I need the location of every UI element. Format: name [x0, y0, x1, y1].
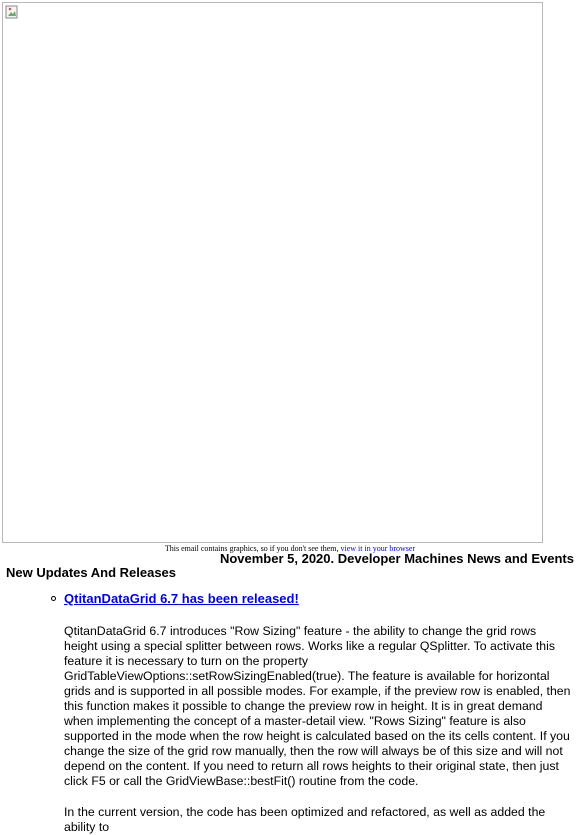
graphics-notice-text: This email contains graphics, so if you don't see them, — [164, 544, 339, 553]
newsletter-date-heading: November 5, 2020. Developer Machines News and Events — [219, 551, 574, 566]
view-in-browser-link[interactable]: view it in your browser — [340, 544, 416, 553]
release-description: QtitanDataGrid 6.7 introduces "Row Sizing" feature - the ability to change the grid rows height using a special splitter between rows. Works like a regular QSplitter. To activate this feature it is necessary to turn on the property GridTableViewOptions::setRowSizingEnabled(true). The feature is available for horizontal grids and is supported in all possible modes. For example, if the preview row is enabled, then this function makes it possible to change the preview row in height. It is in great demand when implementing the concept of a master-detail view. "Rows Sizing" feature is also supported in the mode when the row height is calculated based on the its cells content. If you change the size of the grid row manually, then the row will always be of this size and will not depend on the content. If you need to return all rows heights to their original state, then just click F5 or call the GridViewBase::bestFit() routine from the code. — [64, 624, 571, 788]
release-description-continued: In the current version, the code has been optimized and refactored, as well as added the ability to — [64, 805, 546, 834]
broken-image-icon — [5, 5, 19, 19]
section-title: New Updates And Releases — [6, 565, 177, 580]
release-item — [0, 590, 580, 835]
banner-image — [2, 2, 543, 543]
release-list — [0, 590, 580, 835]
release-link-qtitandatagrid[interactable]: QtitanDataGrid 6.7 has been released! — [64, 591, 299, 606]
bullet-circle-icon — [51, 596, 56, 601]
